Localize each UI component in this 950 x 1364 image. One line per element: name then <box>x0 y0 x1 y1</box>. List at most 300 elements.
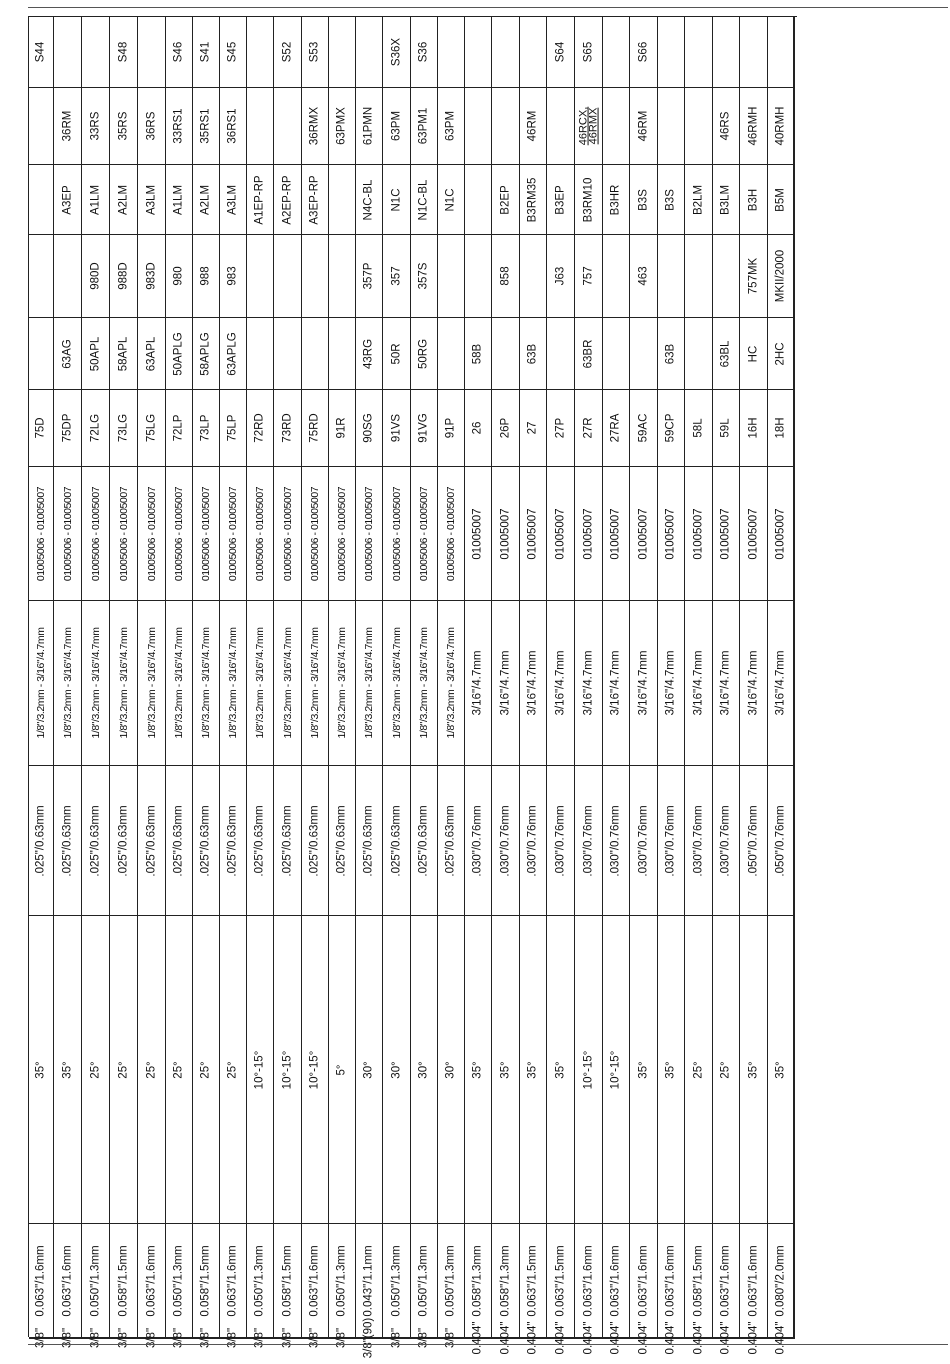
table-cell <box>383 318 410 390</box>
table-cell <box>274 916 301 1224</box>
table-cell <box>411 1327 437 1349</box>
table-cell <box>768 766 793 916</box>
table-cell <box>138 390 165 467</box>
table-cell <box>82 1224 109 1338</box>
cell-text: 0.050"/1.3mm <box>417 1244 430 1317</box>
table-cell <box>465 601 491 766</box>
cell-text: 58L <box>691 418 704 438</box>
cell-text: 46RM <box>526 110 539 142</box>
table-cell <box>220 1327 246 1349</box>
table-cell <box>547 916 574 1224</box>
cell-text: 50APL <box>88 336 101 371</box>
table-cell <box>465 467 491 601</box>
table-cell <box>658 916 684 1224</box>
table-cell <box>220 1224 246 1338</box>
table-cell <box>603 318 629 390</box>
table-cell <box>685 17 712 88</box>
table-cell <box>740 390 767 467</box>
table-cell <box>658 235 684 318</box>
table-cell <box>166 467 192 601</box>
table-cell <box>138 601 165 766</box>
cell-text: 91VS <box>389 413 402 443</box>
table-row <box>29 17 54 1349</box>
cell-text: N4C-BL <box>362 179 375 220</box>
cell-text: B2LM <box>691 184 704 215</box>
table-cell <box>82 467 109 601</box>
table-cell <box>603 165 629 235</box>
table-cell <box>302 916 328 1224</box>
cell-text: 63APL <box>144 336 157 371</box>
cell-text: 0.404" <box>664 1321 677 1355</box>
cell-text: B3HR <box>609 184 622 215</box>
table-cell <box>274 467 301 601</box>
table-cell <box>54 467 81 601</box>
cell-text: 46RCX, 46RMX <box>577 106 600 146</box>
cell-text: 27P <box>553 417 566 439</box>
cell-text: 73LP <box>199 414 212 442</box>
cell-text: 3/8" <box>34 1327 47 1349</box>
table-cell <box>630 601 657 766</box>
cell-text: 3/8" <box>335 1327 348 1349</box>
cell-text: 0.063"/1.6mm <box>719 1244 732 1317</box>
table-cell <box>247 17 273 88</box>
table-cell <box>740 1321 767 1355</box>
bottom-rule <box>28 1344 948 1345</box>
cell-text: 357 <box>389 266 402 286</box>
cell-text: 35° <box>60 1060 73 1079</box>
table-cell <box>547 17 574 88</box>
table-row <box>465 17 492 1355</box>
cell-text: B5M <box>773 187 786 212</box>
table-cell <box>520 318 546 390</box>
cell-text: 988 <box>199 266 212 286</box>
cell-text: J63 <box>553 266 566 286</box>
cell-text: 75DP <box>60 413 73 443</box>
cell-text: 0.404" <box>581 1321 594 1355</box>
table-cell <box>82 390 109 467</box>
table-cell <box>685 467 712 601</box>
cell-text: .030"/0.76mm <box>636 804 649 877</box>
table-cell <box>383 916 410 1224</box>
table-cell <box>713 390 739 467</box>
table-cell <box>110 318 137 390</box>
cell-text: 0.050"/1.3mm <box>253 1244 266 1317</box>
cell-text: 1/8"/3.2mm - 3/16"/4.7mm <box>362 627 375 739</box>
table-cell <box>302 1224 328 1338</box>
cell-text: 01005007 <box>581 507 594 560</box>
cell-text: 3/8" <box>280 1327 293 1349</box>
cell-text: 01005006 - 01005007 <box>226 486 239 581</box>
table-cell <box>274 235 301 318</box>
table-cell <box>193 88 219 165</box>
cell-text: 10°-15° <box>280 1050 293 1089</box>
cell-text: 25° <box>719 1060 732 1079</box>
table-cell <box>166 165 192 235</box>
table-cell <box>329 235 355 318</box>
table-cell <box>329 165 355 235</box>
table-cell <box>465 235 491 318</box>
cell-text: 01005007 <box>609 507 622 560</box>
table-cell <box>685 88 712 165</box>
cell-text: N1C-BL <box>417 179 430 220</box>
table-cell <box>166 766 192 916</box>
table-cell <box>220 235 246 318</box>
table-cell <box>547 1321 574 1355</box>
cell-text: 63PM <box>389 110 402 142</box>
table-cell <box>630 390 657 467</box>
table-cell <box>740 165 767 235</box>
cell-text: 3/16"/4.7mm <box>526 650 539 716</box>
cell-text: 90SG <box>362 413 375 443</box>
cell-text: 75LP <box>226 414 239 442</box>
table-row <box>658 17 685 1355</box>
cell-text: 0.058"/1.3mm <box>471 1244 484 1317</box>
cell-text: S36 <box>417 41 430 63</box>
table-cell <box>193 1327 219 1349</box>
table-row <box>603 17 630 1355</box>
cell-text: 1/8"/3.2mm - 3/16"/4.7mm <box>34 627 47 739</box>
cell-text: 3/16"/4.7mm <box>746 650 759 716</box>
table-cell <box>54 318 81 390</box>
cell-text: 988D <box>116 262 129 290</box>
table-cell <box>520 467 546 601</box>
cell-text: 01005006 - 01005007 <box>172 486 185 581</box>
table-cell <box>768 88 793 165</box>
cell-text: 01005006 - 01005007 <box>362 486 375 581</box>
table-cell <box>465 17 491 88</box>
table-cell <box>575 88 602 165</box>
table-row <box>740 17 768 1355</box>
table-cell <box>438 601 464 766</box>
table-cell <box>247 235 273 318</box>
table-cell <box>302 88 328 165</box>
cell-text: 0.404" <box>746 1321 759 1355</box>
cell-text: 35° <box>526 1060 539 1079</box>
cell-text: 3/8" <box>116 1327 129 1349</box>
table-cell <box>138 88 165 165</box>
table-cell <box>603 601 629 766</box>
cell-text: 757MK <box>746 257 759 295</box>
table-cell <box>302 390 328 467</box>
cell-text: .025"/0.63mm <box>88 804 101 877</box>
table-cell <box>383 467 410 601</box>
cell-text: 1/8"/3.2mm - 3/16"/4.7mm <box>145 627 158 739</box>
table-row <box>247 17 274 1349</box>
table-cell <box>575 17 602 88</box>
cell-text: 0.063"/1.6mm <box>664 1244 677 1317</box>
cell-text: 36RM <box>60 110 73 142</box>
cell-text: 1/8"/3.2mm - 3/16"/4.7mm <box>335 627 348 739</box>
cell-text: 25° <box>172 1060 185 1079</box>
table-cell <box>547 165 574 235</box>
cell-text: 36RS <box>144 111 157 141</box>
table-row <box>329 17 356 1349</box>
table-cell <box>438 318 464 390</box>
table-cell <box>247 1327 273 1349</box>
table-cell <box>329 318 355 390</box>
table-cell <box>411 318 437 390</box>
table-cell <box>740 235 767 318</box>
table-row <box>411 17 438 1349</box>
table-cell <box>768 235 793 318</box>
cell-text: 1/8"/3.2mm - 3/16"/4.7mm <box>390 627 403 739</box>
cell-text: 36RS1 <box>226 108 239 144</box>
cell-text: 3/16"/4.7mm <box>664 650 677 716</box>
table-cell <box>54 165 81 235</box>
cell-text: 0.063"/1.6mm <box>34 1244 47 1317</box>
cell-text: HC <box>746 345 759 362</box>
chain-specification-table <box>28 16 797 1359</box>
table-cell <box>193 318 219 390</box>
table-cell <box>713 17 739 88</box>
table-cell <box>630 766 657 916</box>
table-cell <box>465 390 491 467</box>
table-cell <box>82 766 109 916</box>
table-cell <box>713 467 739 601</box>
cell-text: 0.080"/2.0mm <box>773 1244 786 1317</box>
table-cell <box>220 318 246 390</box>
table-cell <box>110 235 137 318</box>
cell-text: 91VG <box>417 413 430 443</box>
table-cell <box>520 165 546 235</box>
cell-text: 01005007 <box>773 507 786 560</box>
cell-text: 3/8" <box>308 1327 321 1349</box>
cell-text: 91P <box>444 417 457 439</box>
table-cell <box>492 467 519 601</box>
table-cell <box>603 390 629 467</box>
cell-text: 01005006 - 01005007 <box>145 486 158 581</box>
table-cell <box>713 88 739 165</box>
table-row <box>520 17 547 1355</box>
cell-text: 3/16"/4.7mm <box>498 650 511 716</box>
cell-text: 63PM1 <box>417 107 430 145</box>
table-cell <box>138 235 165 318</box>
cell-text: 858 <box>498 266 511 286</box>
table-cell <box>82 235 109 318</box>
cell-text: 01005006 - 01005007 <box>89 486 102 581</box>
cell-text: .030"/0.76mm <box>526 804 539 877</box>
table-cell <box>685 165 712 235</box>
table-cell <box>520 766 546 916</box>
cell-text: 0.050"/1.3mm <box>444 1244 457 1317</box>
table-cell <box>768 1321 793 1355</box>
table-cell <box>492 766 519 916</box>
cell-text: 72RD <box>253 413 266 443</box>
table-cell <box>520 17 546 88</box>
table-cell <box>220 390 246 467</box>
cell-text: 46RMH <box>746 106 759 146</box>
cell-text: 3/16"/4.7mm <box>691 650 704 716</box>
cell-text: 75D <box>34 417 47 439</box>
table-row <box>547 17 575 1355</box>
table-cell <box>411 766 437 916</box>
cell-text: 01005007 <box>719 507 732 560</box>
cell-text: 91R <box>335 417 348 439</box>
table-cell <box>465 916 491 1224</box>
table-cell <box>166 88 192 165</box>
cell-text: 59L <box>719 418 732 438</box>
cell-text: 01005006 - 01005007 <box>199 486 212 581</box>
table-cell <box>82 88 109 165</box>
cell-text: 58APLG <box>199 331 212 376</box>
table-row <box>630 17 658 1355</box>
cell-text: 1/8"/3.2mm - 3/16"/4.7mm <box>444 627 457 739</box>
table-cell <box>274 318 301 390</box>
table-cell <box>110 766 137 916</box>
top-rule <box>28 7 948 8</box>
table-cell <box>383 17 410 88</box>
table-cell <box>630 318 657 390</box>
table-cell <box>740 766 767 916</box>
cell-text: 0.404" <box>636 1321 649 1355</box>
cell-text: 1/8"/3.2mm - 3/16"/4.7mm <box>226 627 239 739</box>
table-cell <box>29 318 53 390</box>
table-cell <box>438 1327 464 1349</box>
cell-text: .025"/0.63mm <box>226 804 239 877</box>
table-cell <box>685 916 712 1224</box>
table-cell <box>768 318 793 390</box>
table-cell <box>329 390 355 467</box>
table-cell <box>438 916 464 1224</box>
cell-text: 27RA <box>609 413 622 443</box>
cell-text: 3/16"/4.7mm <box>636 650 649 716</box>
cell-text: 58B <box>471 343 484 364</box>
cell-text: 35° <box>34 1060 47 1079</box>
table-cell <box>329 766 355 916</box>
table-cell <box>274 766 301 916</box>
cell-text: 3/8" <box>389 1327 402 1349</box>
cell-text: .025"/0.63mm <box>335 804 348 877</box>
table-cell <box>329 88 355 165</box>
cell-text: B3S <box>636 188 649 211</box>
cell-text: 75RD <box>308 413 321 443</box>
cell-text: B3RM10 <box>581 177 594 222</box>
cell-text: 01005006 - 01005007 <box>417 486 430 581</box>
table-cell <box>54 1327 81 1349</box>
table-row <box>302 17 329 1349</box>
cell-text: 0.063"/1.6mm <box>308 1244 321 1317</box>
table-cell <box>547 467 574 601</box>
table-row <box>138 17 166 1349</box>
cell-text: 73RD <box>280 413 293 443</box>
table-cell <box>713 916 739 1224</box>
cell-text: S66 <box>636 41 649 63</box>
table-cell <box>465 88 491 165</box>
cell-text: 0.050"/1.3mm <box>389 1244 402 1317</box>
table-cell <box>138 916 165 1224</box>
cell-text: 25° <box>226 1060 239 1079</box>
table-cell <box>713 1321 739 1355</box>
cell-text: .025"/0.63mm <box>199 804 212 877</box>
table-cell <box>438 88 464 165</box>
table-cell <box>274 390 301 467</box>
cell-text: 35° <box>553 1060 566 1079</box>
table-cell <box>302 1327 328 1349</box>
cell-text: MKII/2000 <box>773 249 786 303</box>
cell-text: .025"/0.63mm <box>172 804 185 877</box>
cell-text: .030"/0.76mm <box>609 804 622 877</box>
cell-text: 59AC <box>636 413 649 443</box>
cell-text: 0.404" <box>526 1321 539 1355</box>
cell-text: 18H <box>773 417 786 439</box>
table-cell <box>356 88 382 165</box>
table-cell <box>247 1224 273 1338</box>
cell-text: S52 <box>280 41 293 63</box>
cell-text: 01005007 <box>498 507 511 560</box>
table-cell <box>138 766 165 916</box>
cell-text: 3/8" <box>199 1327 212 1349</box>
cell-text: 01005007 <box>746 507 759 560</box>
table-cell <box>329 467 355 601</box>
table-cell <box>110 1224 137 1338</box>
table-cell <box>356 165 382 235</box>
cell-text: A3EP-RP <box>308 174 321 225</box>
cell-text: 3/8" <box>417 1327 430 1349</box>
table-cell <box>685 1321 712 1355</box>
table-cell <box>166 916 192 1224</box>
cell-text: 36RMX <box>308 106 321 146</box>
cell-text: 01005007 <box>691 507 704 560</box>
table-cell <box>138 17 165 88</box>
table-cell <box>302 601 328 766</box>
table-cell <box>547 88 574 165</box>
table-cell <box>411 467 437 601</box>
cell-text: 3/16"/4.7mm <box>581 650 594 716</box>
table-cell <box>411 916 437 1224</box>
cell-text: 757 <box>581 266 594 286</box>
table-cell <box>492 17 519 88</box>
table-cell <box>82 1327 109 1349</box>
cell-text: 72LP <box>172 414 185 442</box>
table-row <box>166 17 193 1349</box>
table-cell <box>54 390 81 467</box>
cell-text: B3LM <box>719 184 732 215</box>
table-cell <box>29 165 53 235</box>
table-row <box>438 17 465 1349</box>
cell-text: 5° <box>335 1064 348 1075</box>
table-cell <box>383 1327 410 1349</box>
cell-text: 46RS <box>719 111 732 141</box>
cell-text: 35° <box>664 1060 677 1079</box>
cell-text: 01005006 - 01005007 <box>61 486 74 581</box>
table-cell <box>356 467 382 601</box>
cell-text: 0.404" <box>719 1321 732 1355</box>
cell-text: 0.058"/1.5mm <box>280 1244 293 1317</box>
table-cell <box>356 766 382 916</box>
table-cell <box>220 916 246 1224</box>
cell-text: 0.063"/1.6mm <box>636 1244 649 1317</box>
table-cell <box>383 390 410 467</box>
cell-text: .025"/0.63mm <box>116 804 129 877</box>
table-cell <box>383 165 410 235</box>
cell-text: N1C <box>389 187 402 212</box>
cell-text: B3H <box>746 188 759 211</box>
cell-text: 30° <box>417 1060 430 1079</box>
cell-text: 25° <box>199 1060 212 1079</box>
table-cell <box>356 17 382 88</box>
table-cell <box>356 318 382 390</box>
cell-text: .025"/0.63mm <box>144 804 157 877</box>
table-row <box>685 17 713 1355</box>
table-cell <box>658 318 684 390</box>
table-cell <box>356 916 382 1224</box>
table-cell <box>630 235 657 318</box>
table-cell <box>740 318 767 390</box>
cell-text: S53 <box>308 41 321 63</box>
cell-text: 0.404" <box>471 1321 484 1355</box>
cell-text: 01005006 - 01005007 <box>444 486 457 581</box>
table-cell <box>166 601 192 766</box>
